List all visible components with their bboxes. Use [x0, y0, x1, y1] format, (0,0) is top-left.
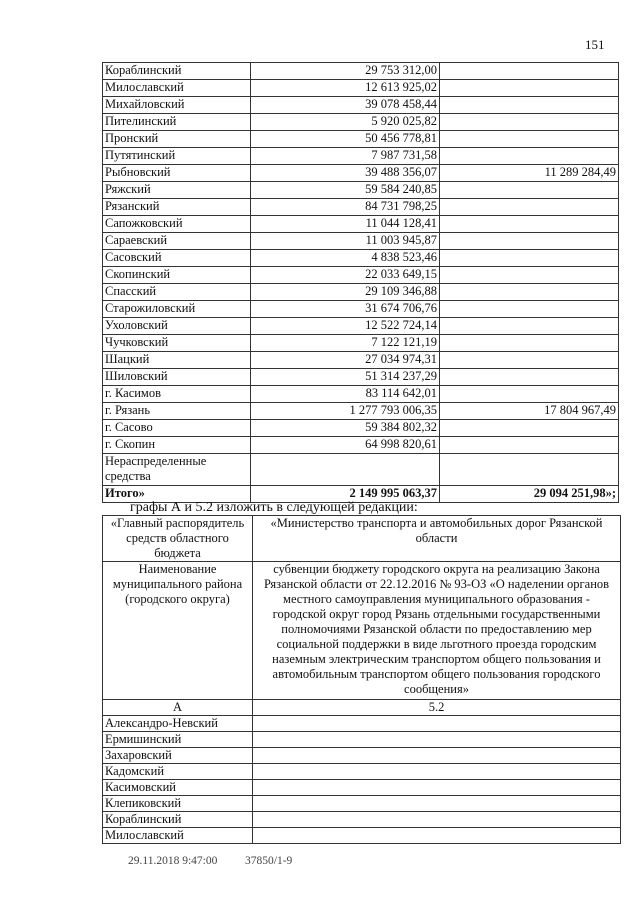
row-value-col2: 39 488 356,07: [251, 165, 440, 182]
row-value: [253, 748, 621, 764]
table-row: [103, 131, 619, 148]
footer-doc-code: 37850/1-9: [245, 855, 293, 867]
table-row: [103, 796, 621, 812]
row-value-col3: [440, 182, 619, 199]
table-row: [103, 732, 621, 748]
row-value-col2: 50 456 778,81: [251, 131, 440, 148]
table-row: [103, 352, 619, 369]
row-value-col3: [440, 437, 619, 454]
table-row: [103, 250, 619, 267]
row-value-col2: 22 033 649,15: [251, 267, 440, 284]
row-value-col3: [440, 216, 619, 233]
table-row: [103, 764, 621, 780]
subvention-table: [102, 515, 621, 844]
row-value-col3: [440, 267, 619, 284]
header-row-administrator: [103, 516, 621, 562]
row-value-col3: [440, 386, 619, 403]
row-value-col3: 11 289 284,49: [440, 165, 619, 182]
row-value-col3: [440, 335, 619, 352]
row-name: Чучковский: [103, 335, 251, 352]
row-value-col2: 5 920 025,82: [251, 114, 440, 131]
row-value-col2: 64 998 820,61: [251, 437, 440, 454]
row-value: [253, 828, 621, 844]
row-name: г. Сасово: [103, 420, 251, 437]
header-administrator-label: «Главный распорядитель средств областного бюджета: [103, 516, 253, 562]
row-name: Кораблинский: [103, 812, 253, 828]
row-value-col2: [251, 454, 440, 486]
table-row: [103, 716, 621, 732]
table-row: [103, 199, 619, 216]
row-name: г. Касимов: [103, 386, 251, 403]
row-value: [253, 764, 621, 780]
table-row: [103, 318, 619, 335]
row-value-col2: 29 753 312,00: [251, 63, 440, 80]
row-value-col2: 83 114 642,01: [251, 386, 440, 403]
row-value-col2: 39 078 458,44: [251, 97, 440, 114]
row-value-col2: 59 384 802,32: [251, 420, 440, 437]
row-name: Сараевский: [103, 233, 251, 250]
row-value-col3: 17 804 967,49: [440, 403, 619, 420]
row-name: Кадомский: [103, 764, 253, 780]
footer-datetime: 29.11.2018 9:47:00: [128, 855, 218, 867]
row-name: Касимовский: [103, 780, 253, 796]
table-row: [103, 420, 619, 437]
table-row: [103, 335, 619, 352]
row-name: Рязанский: [103, 199, 251, 216]
row-value-col3: [440, 369, 619, 386]
row-value-col2: 27 034 974,31: [251, 352, 440, 369]
row-value-col3: [440, 80, 619, 97]
page-number: 151: [585, 37, 605, 52]
table-row: [103, 216, 619, 233]
column-code-5-2: 5.2: [253, 700, 621, 716]
row-value-col2: 59 584 240,85: [251, 182, 440, 199]
table-row: [103, 233, 619, 250]
row-name: Шацкий: [103, 352, 251, 369]
row-name: Ряжский: [103, 182, 251, 199]
row-name: Ухоловский: [103, 318, 251, 335]
header-row-purpose: [103, 562, 621, 700]
row-name: Путятинский: [103, 148, 251, 165]
row-value-col2: 51 314 237,29: [251, 369, 440, 386]
table-row: [103, 267, 619, 284]
row-name: Спасский: [103, 284, 251, 301]
table-row: [103, 165, 619, 182]
row-value-col3: [440, 148, 619, 165]
row-value-col3: [440, 63, 619, 80]
table-row: [103, 63, 619, 80]
row-name: Ермишинский: [103, 732, 253, 748]
row-value: [253, 796, 621, 812]
row-value-col3: [440, 199, 619, 216]
row-value-col3: [440, 420, 619, 437]
row-value-col3: [440, 250, 619, 267]
row-value-col2: 12 613 925,02: [251, 80, 440, 97]
header-ministry-name: «Министерство транспорта и автомобильных дорог Рязанской области: [253, 516, 621, 562]
row-name: Пителинский: [103, 114, 251, 131]
row-name: Рыбновский: [103, 165, 251, 182]
row-value: [253, 812, 621, 828]
row-name: Шиловский: [103, 369, 251, 386]
total-label: Итого»: [103, 486, 251, 503]
row-name: Пронский: [103, 131, 251, 148]
row-name: Сапожковский: [103, 216, 251, 233]
table-row: [103, 114, 619, 131]
row-name: Скопинский: [103, 267, 251, 284]
row-value-col2: 11 003 945,87: [251, 233, 440, 250]
table-row: [103, 301, 619, 318]
row-value-col3: [440, 318, 619, 335]
table-row-unallocated: [103, 454, 619, 486]
row-value-col3: [440, 301, 619, 318]
table-row: [103, 80, 619, 97]
table-row: [103, 828, 621, 844]
row-value-col3: [440, 352, 619, 369]
row-name: Михайловский: [103, 97, 251, 114]
row-value-col3: [440, 97, 619, 114]
table-row: [103, 386, 619, 403]
row-name: Милославский: [103, 80, 251, 97]
row-value-col2: 7 122 121,19: [251, 335, 440, 352]
column-code-a: А: [103, 700, 253, 716]
table-row: [103, 369, 619, 386]
row-value-col3: [440, 131, 619, 148]
column-codes-row: [103, 700, 621, 716]
row-value-col2: 84 731 798,25: [251, 199, 440, 216]
row-name: г. Рязань: [103, 403, 251, 420]
row-value-col2: 1 277 793 006,35: [251, 403, 440, 420]
table2-body: [103, 516, 621, 844]
row-value-col3: [440, 114, 619, 131]
row-name: Захаровский: [103, 748, 253, 764]
row-name: Клепиковский: [103, 796, 253, 812]
row-value: [253, 780, 621, 796]
row-name: г. Скопин: [103, 437, 251, 454]
row-name: Кораблинский: [103, 63, 251, 80]
table-row: [103, 437, 619, 454]
row-value-col2: 11 044 128,41: [251, 216, 440, 233]
row-value-col3: [440, 233, 619, 250]
row-value-col3: [440, 284, 619, 301]
table-row: [103, 148, 619, 165]
header-subvention-description: субвенции бюджету городского округа на реализацию Закона Рязанской области от 22.12.2016 № 93-ОЗ «О наделении органов местного самоуправления муниципального образования - городской округ город Рязань отдельными государственными полномочиями Рязанской области по предоставлению мер социальной поддержки в виде льготного проезда городским наземным электрическим транспортом общего пользования и автомобильным транспортом общего пользования городского сообщения»: [253, 562, 621, 700]
row-name: Милославский: [103, 828, 253, 844]
table-row: [103, 403, 619, 420]
row-name: Сасовский: [103, 250, 251, 267]
row-value-col3: [440, 454, 619, 486]
row-value-col2: 4 838 523,46: [251, 250, 440, 267]
row-value-col2: 12 522 724,14: [251, 318, 440, 335]
table-row: [103, 97, 619, 114]
row-value: [253, 716, 621, 732]
table-row: [103, 284, 619, 301]
table-row: [103, 748, 621, 764]
row-name: Старожиловский: [103, 301, 251, 318]
table-row: [103, 812, 621, 828]
row-name: Александро-Невский: [103, 716, 253, 732]
row-value-col2: 29 109 346,88: [251, 284, 440, 301]
row-value-col2: 31 674 706,76: [251, 301, 440, 318]
header-municipality-label: Наименование муниципального района (городского округа): [103, 562, 253, 700]
table1-body: [103, 63, 619, 503]
table-row: [103, 780, 621, 796]
row-name: Нераспределенные средства: [103, 454, 251, 486]
total-value-col2: 2 149 995 063,37: [251, 486, 440, 503]
budget-distribution-table: [102, 62, 619, 503]
amendment-instruction: графы А и 5.2 изложить в следующей редакции:: [130, 500, 418, 515]
table-row: [103, 182, 619, 199]
row-value: [253, 732, 621, 748]
total-value-col3: 29 094 251,98»;: [440, 486, 619, 503]
row-value-col2: 7 987 731,58: [251, 148, 440, 165]
